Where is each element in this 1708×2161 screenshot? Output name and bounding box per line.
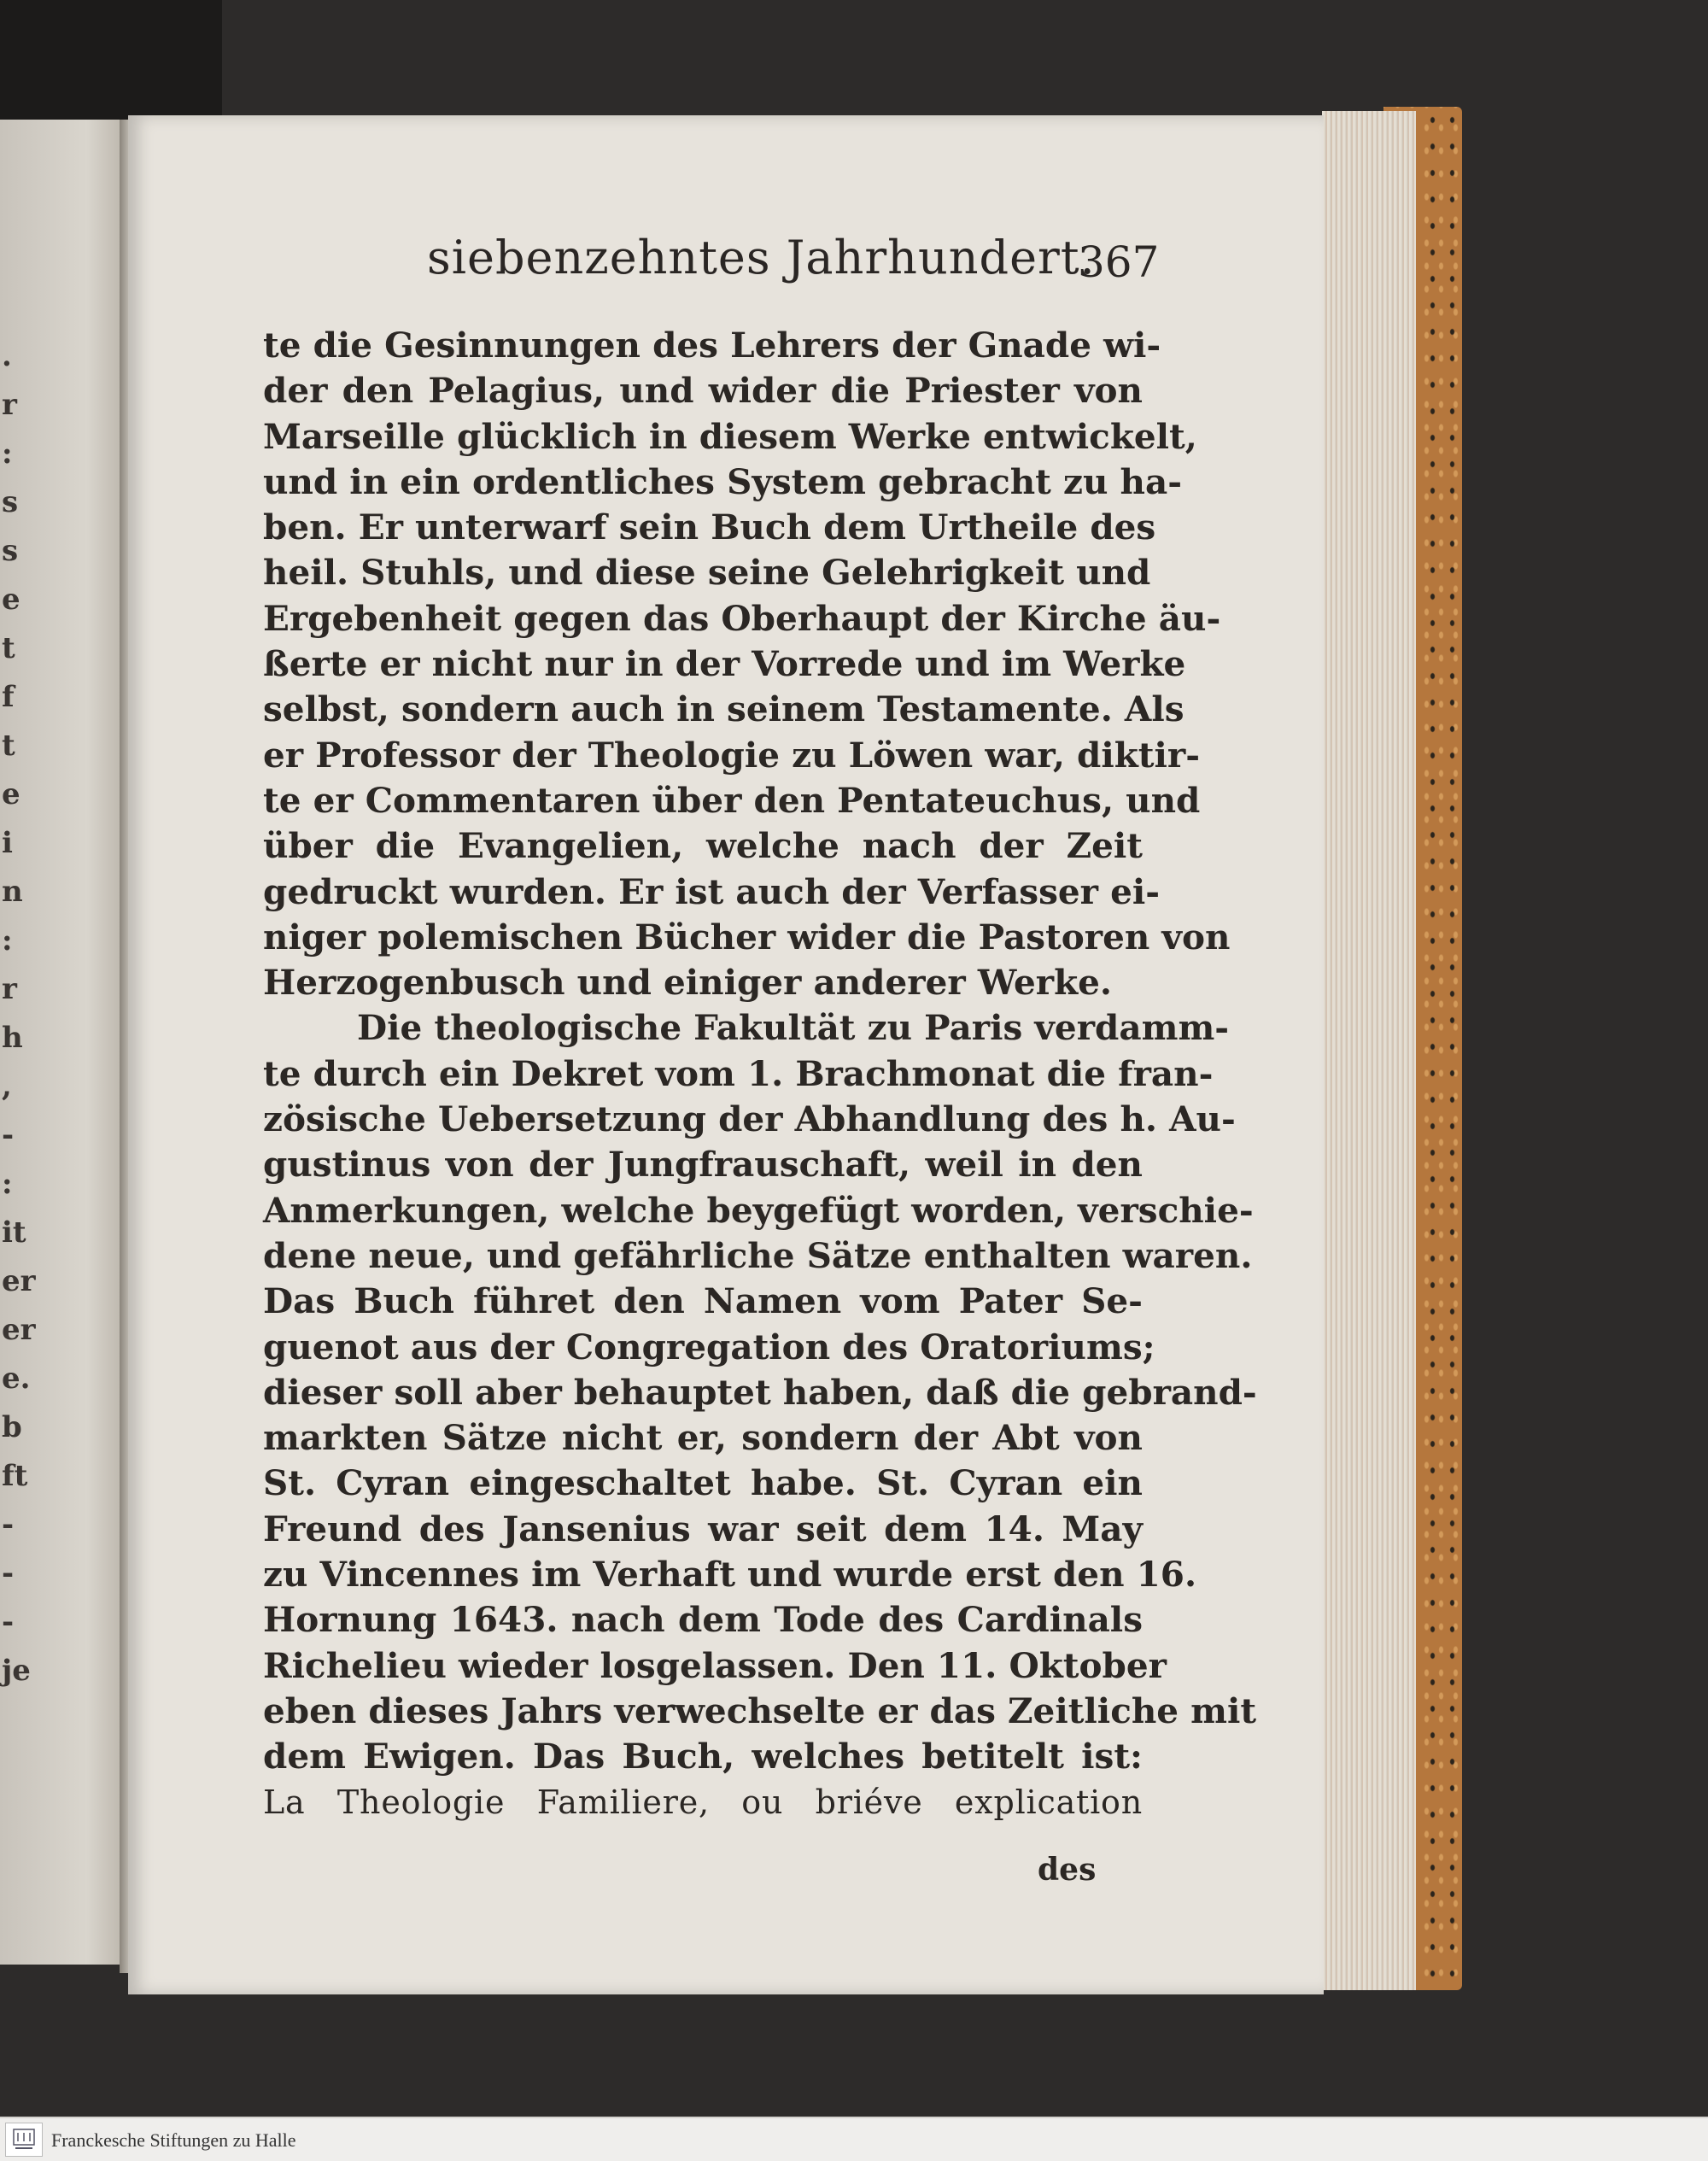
- text-line: La Theologie Familiere, ou briéve explication: [263, 1783, 1143, 1821]
- text-line: er Professor der Theologie zu Löwen war, diktir-: [263, 734, 1201, 776]
- text-line: te er Commentaren über den Pentateuchus, und: [263, 779, 1201, 821]
- left-page-fragment: -: [2, 1556, 15, 1590]
- left-page-fragment: -: [2, 1605, 15, 1639]
- text-line: dene neue, und gefährliche Sätze enthalten waren.: [263, 1234, 1253, 1276]
- catchword: des: [1038, 1852, 1097, 1888]
- text-line: ben. Er unterwarf sein Buch dem Urtheile des: [263, 507, 1156, 548]
- text-line: gedruckt wurden. Er ist auch der Verfasser ei-: [263, 870, 1161, 912]
- footer-text: Franckesche Stiftungen zu Halle: [51, 2129, 296, 2151]
- text-line: über die Evangelien, welche nach der Zeit: [263, 825, 1143, 867]
- left-page-fragment: .: [2, 339, 12, 373]
- page-edges: [1322, 111, 1416, 1990]
- left-page-fragment: t: [2, 729, 15, 763]
- text-line: dem Ewigen. Das Buch, welches betitelt ist:: [263, 1736, 1143, 1777]
- text-line: der den Pelagius, und wider die Priester von: [263, 370, 1143, 412]
- text-line: Hornung 1643. nach dem Tode des Cardinals: [263, 1599, 1143, 1641]
- text-line: niger polemischen Bücher wider die Pastoren von: [263, 916, 1231, 958]
- left-page-fragment: f: [2, 680, 15, 714]
- text-line: Freund des Jansenius war seit dem 14. May: [263, 1508, 1143, 1549]
- left-page-fragment: h: [2, 1021, 23, 1055]
- left-page-fragment: it: [2, 1215, 26, 1250]
- left-page-fragment: s: [2, 534, 19, 568]
- text-line: ßerte er nicht nur in der Vorrede und im Werke: [263, 643, 1186, 685]
- left-page-fragment: r: [2, 972, 17, 1006]
- text-line: und in ein ordentliches System gebracht zu ha-: [263, 460, 1183, 502]
- left-page: [0, 120, 124, 1965]
- text-line: selbst, sondern auch in seinem Testamente. Als: [263, 688, 1184, 730]
- left-page-fragment: je: [2, 1654, 31, 1688]
- left-page-fragment: er: [2, 1313, 36, 1347]
- text-line: markten Sätze nicht er, sondern der Abt von: [263, 1417, 1143, 1459]
- left-page-fragment: er: [2, 1264, 36, 1298]
- text-line: Richelieu wieder losgelassen. Den 11. Oktober: [263, 1644, 1167, 1686]
- text-line: eben dieses Jahrs verwechselte er das Zeitliche mit: [263, 1690, 1257, 1731]
- text-line: Die theologische Fakultät zu Paris verdamm-: [357, 1007, 1230, 1049]
- left-page-fragment: r: [2, 388, 17, 422]
- left-page-fragment: ft: [2, 1459, 28, 1493]
- left-page-fragment: -: [2, 1508, 15, 1542]
- left-page-fragment: b: [2, 1410, 22, 1444]
- left-page-fragment: e: [2, 777, 20, 811]
- footer-bar: [0, 2117, 1708, 2161]
- text-line: Das Buch führet den Namen vom Pater Se-: [263, 1280, 1143, 1322]
- left-page-fragment: e.: [2, 1362, 31, 1396]
- text-line: St. Cyran eingeschaltet habe. St. Cyran ein: [263, 1462, 1143, 1504]
- left-page-fragment: t: [2, 631, 15, 665]
- text-line: Ergebenheit gegen das Oberhaupt der Kirche äu-: [263, 597, 1221, 639]
- text-line: gustinus von der Jungfrauschaft, weil in den: [263, 1144, 1143, 1186]
- dark-backdrop: [0, 0, 222, 120]
- left-page-fragments: [0, 120, 124, 1965]
- text-line: Herzogenbusch und einiger anderer Werke.: [263, 962, 1113, 1004]
- text-line: zu Vincennes im Verhaft und wurde erst den 16.: [263, 1554, 1197, 1596]
- text-line: guenot aus der Congregation des Oratoriums;: [263, 1326, 1155, 1367]
- left-page-fragment: e: [2, 583, 20, 617]
- institution-logo-icon: [5, 2123, 43, 2157]
- text-line: te die Gesinnungen des Lehrers der Gnade wi-: [263, 325, 1161, 366]
- left-page-fragment: n: [2, 875, 23, 909]
- text-line: Marseille glücklich in diesem Werke entwickelt,: [263, 415, 1197, 457]
- body-text: [263, 323, 1257, 1825]
- text-line: dieser soll aber behauptet haben, daß die gebrand-: [263, 1371, 1257, 1413]
- text-line: te durch ein Dekret vom 1. Brachmonat die fran-: [263, 1052, 1214, 1094]
- text-line: zösische Uebersetzung der Abhandlung des h. Au-: [263, 1098, 1236, 1140]
- text-line: heil. Stuhls, und diese seine Gelehrigkeit und: [263, 552, 1151, 594]
- left-page-fragment: ,: [2, 1069, 12, 1104]
- running-header: siebenzehntes Jahrhundert.: [427, 231, 1096, 284]
- left-page-fragment: -: [2, 1118, 15, 1152]
- page-number: 367: [1078, 237, 1160, 287]
- left-page-fragment: :: [2, 1167, 13, 1201]
- left-page-fragment: :: [2, 436, 13, 471]
- text-line: Anmerkungen, welche beygefügt worden, verschie-: [263, 1189, 1254, 1231]
- left-page-fragment: i: [2, 826, 13, 860]
- left-page-fragment: :: [2, 923, 13, 958]
- left-page-fragment: s: [2, 485, 19, 519]
